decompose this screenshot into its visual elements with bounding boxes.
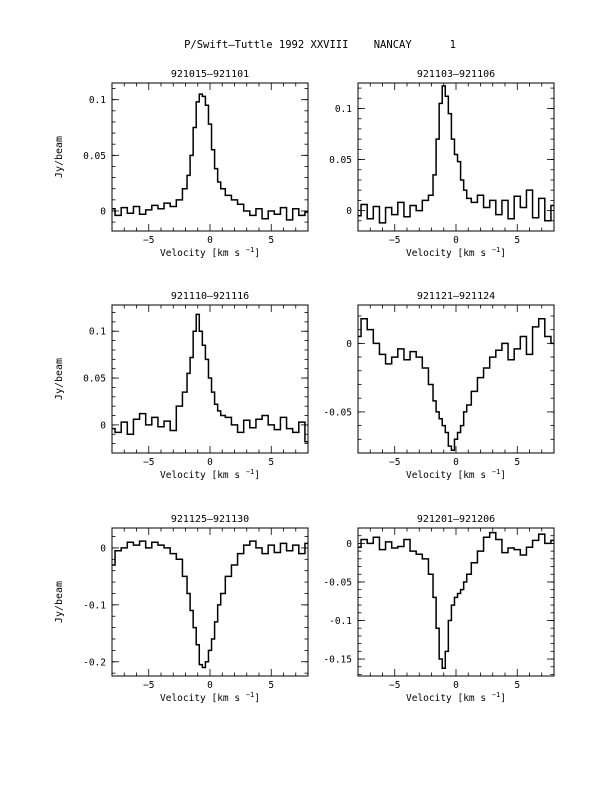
y-axis-label: Jy/beam bbox=[54, 580, 65, 624]
y-tick-label: -0.05 bbox=[323, 407, 352, 419]
y-tick-label: -0.1 bbox=[83, 600, 106, 612]
y-tick-label: -0.15 bbox=[323, 654, 352, 666]
y-tick-label: -0.05 bbox=[323, 577, 352, 589]
y-tick-label: 0 bbox=[100, 543, 106, 555]
figure-title: P/Swift–Tuttle 1992 XXVIII NANCAY 1 bbox=[184, 39, 456, 51]
y-axis-label: Jy/beam bbox=[54, 135, 65, 179]
x-tick-label: 0 bbox=[453, 680, 459, 691]
x-axis-label: Velocity [km s $^{-1}$] bbox=[406, 468, 506, 481]
spectrum-line bbox=[358, 86, 554, 223]
y-tick-label: -0.1 bbox=[329, 616, 352, 627]
panel-6 bbox=[323, 514, 554, 704]
x-tick-label: 5 bbox=[268, 457, 275, 468]
x-tick-label: 0 bbox=[207, 680, 213, 691]
panel-4 bbox=[323, 291, 554, 481]
panel-5 bbox=[54, 514, 308, 704]
x-tick-label: 0 bbox=[453, 457, 459, 468]
plot-frame bbox=[358, 305, 554, 453]
y-tick-label: 0 bbox=[100, 420, 106, 432]
panels bbox=[54, 69, 554, 704]
x-tick-label: −5 bbox=[143, 680, 155, 691]
x-tick-label: 5 bbox=[268, 235, 275, 246]
plot-frame bbox=[358, 83, 554, 231]
panel-3 bbox=[54, 291, 308, 481]
x-tick-label: 0 bbox=[207, 457, 213, 468]
y-tick-label: 0.05 bbox=[83, 150, 106, 162]
x-axis-label: Velocity [km s $^{-1}$] bbox=[406, 246, 506, 259]
plot-frame bbox=[112, 83, 308, 231]
x-tick-label: 0 bbox=[207, 235, 213, 246]
plot-frame bbox=[358, 528, 554, 676]
y-tick-label: 0.05 bbox=[83, 373, 106, 385]
panel-2 bbox=[329, 69, 554, 259]
y-tick-label: -0.2 bbox=[83, 657, 106, 669]
panel-title: 921015–921101 bbox=[170, 69, 250, 80]
y-axis-label: Jy/beam bbox=[54, 357, 65, 401]
spectrum-line bbox=[358, 533, 554, 669]
x-tick-label: 5 bbox=[514, 457, 521, 468]
plot-frame bbox=[112, 528, 308, 676]
panel-title: 921201–921206 bbox=[416, 514, 496, 525]
x-tick-label: 5 bbox=[514, 680, 521, 691]
y-tick-label: 0 bbox=[346, 206, 352, 218]
x-axis-label: Velocity [km s $^{-1}$] bbox=[160, 468, 260, 481]
y-tick-label: 0.1 bbox=[88, 326, 106, 338]
plot-frame bbox=[112, 305, 308, 453]
spectrum-line bbox=[112, 314, 308, 441]
x-tick-label: −5 bbox=[143, 457, 155, 468]
x-axis-label: Velocity [km s $^{-1}$] bbox=[160, 691, 260, 704]
panel-1 bbox=[54, 69, 308, 259]
panel-title: 921125–921130 bbox=[170, 514, 250, 525]
y-tick-label: 0.1 bbox=[334, 104, 352, 116]
spectrum-line bbox=[112, 541, 308, 667]
x-tick-label: 5 bbox=[268, 680, 275, 691]
y-tick-label: 0 bbox=[346, 538, 352, 550]
panel-title: 921121–921124 bbox=[416, 291, 496, 302]
x-tick-label: −5 bbox=[389, 457, 401, 468]
x-tick-label: −5 bbox=[389, 235, 401, 246]
x-axis-label: Velocity [km s $^{-1}$] bbox=[160, 246, 260, 259]
spectrum-line bbox=[358, 319, 554, 451]
x-tick-label: 5 bbox=[514, 235, 521, 246]
y-tick-label: 0.05 bbox=[329, 155, 352, 167]
y-tick-label: 0.1 bbox=[88, 95, 106, 107]
x-axis-label: Velocity [km s $^{-1}$] bbox=[406, 691, 506, 704]
panel-title: 921110–921116 bbox=[170, 291, 250, 302]
x-tick-label: −5 bbox=[143, 235, 155, 246]
y-tick-label: 0 bbox=[100, 206, 106, 218]
x-tick-label: 0 bbox=[453, 235, 459, 246]
x-tick-label: −5 bbox=[389, 680, 401, 691]
y-tick-label: 0 bbox=[346, 338, 352, 350]
spectrum-line bbox=[112, 94, 308, 220]
panel-title: 921103–921106 bbox=[416, 69, 496, 80]
